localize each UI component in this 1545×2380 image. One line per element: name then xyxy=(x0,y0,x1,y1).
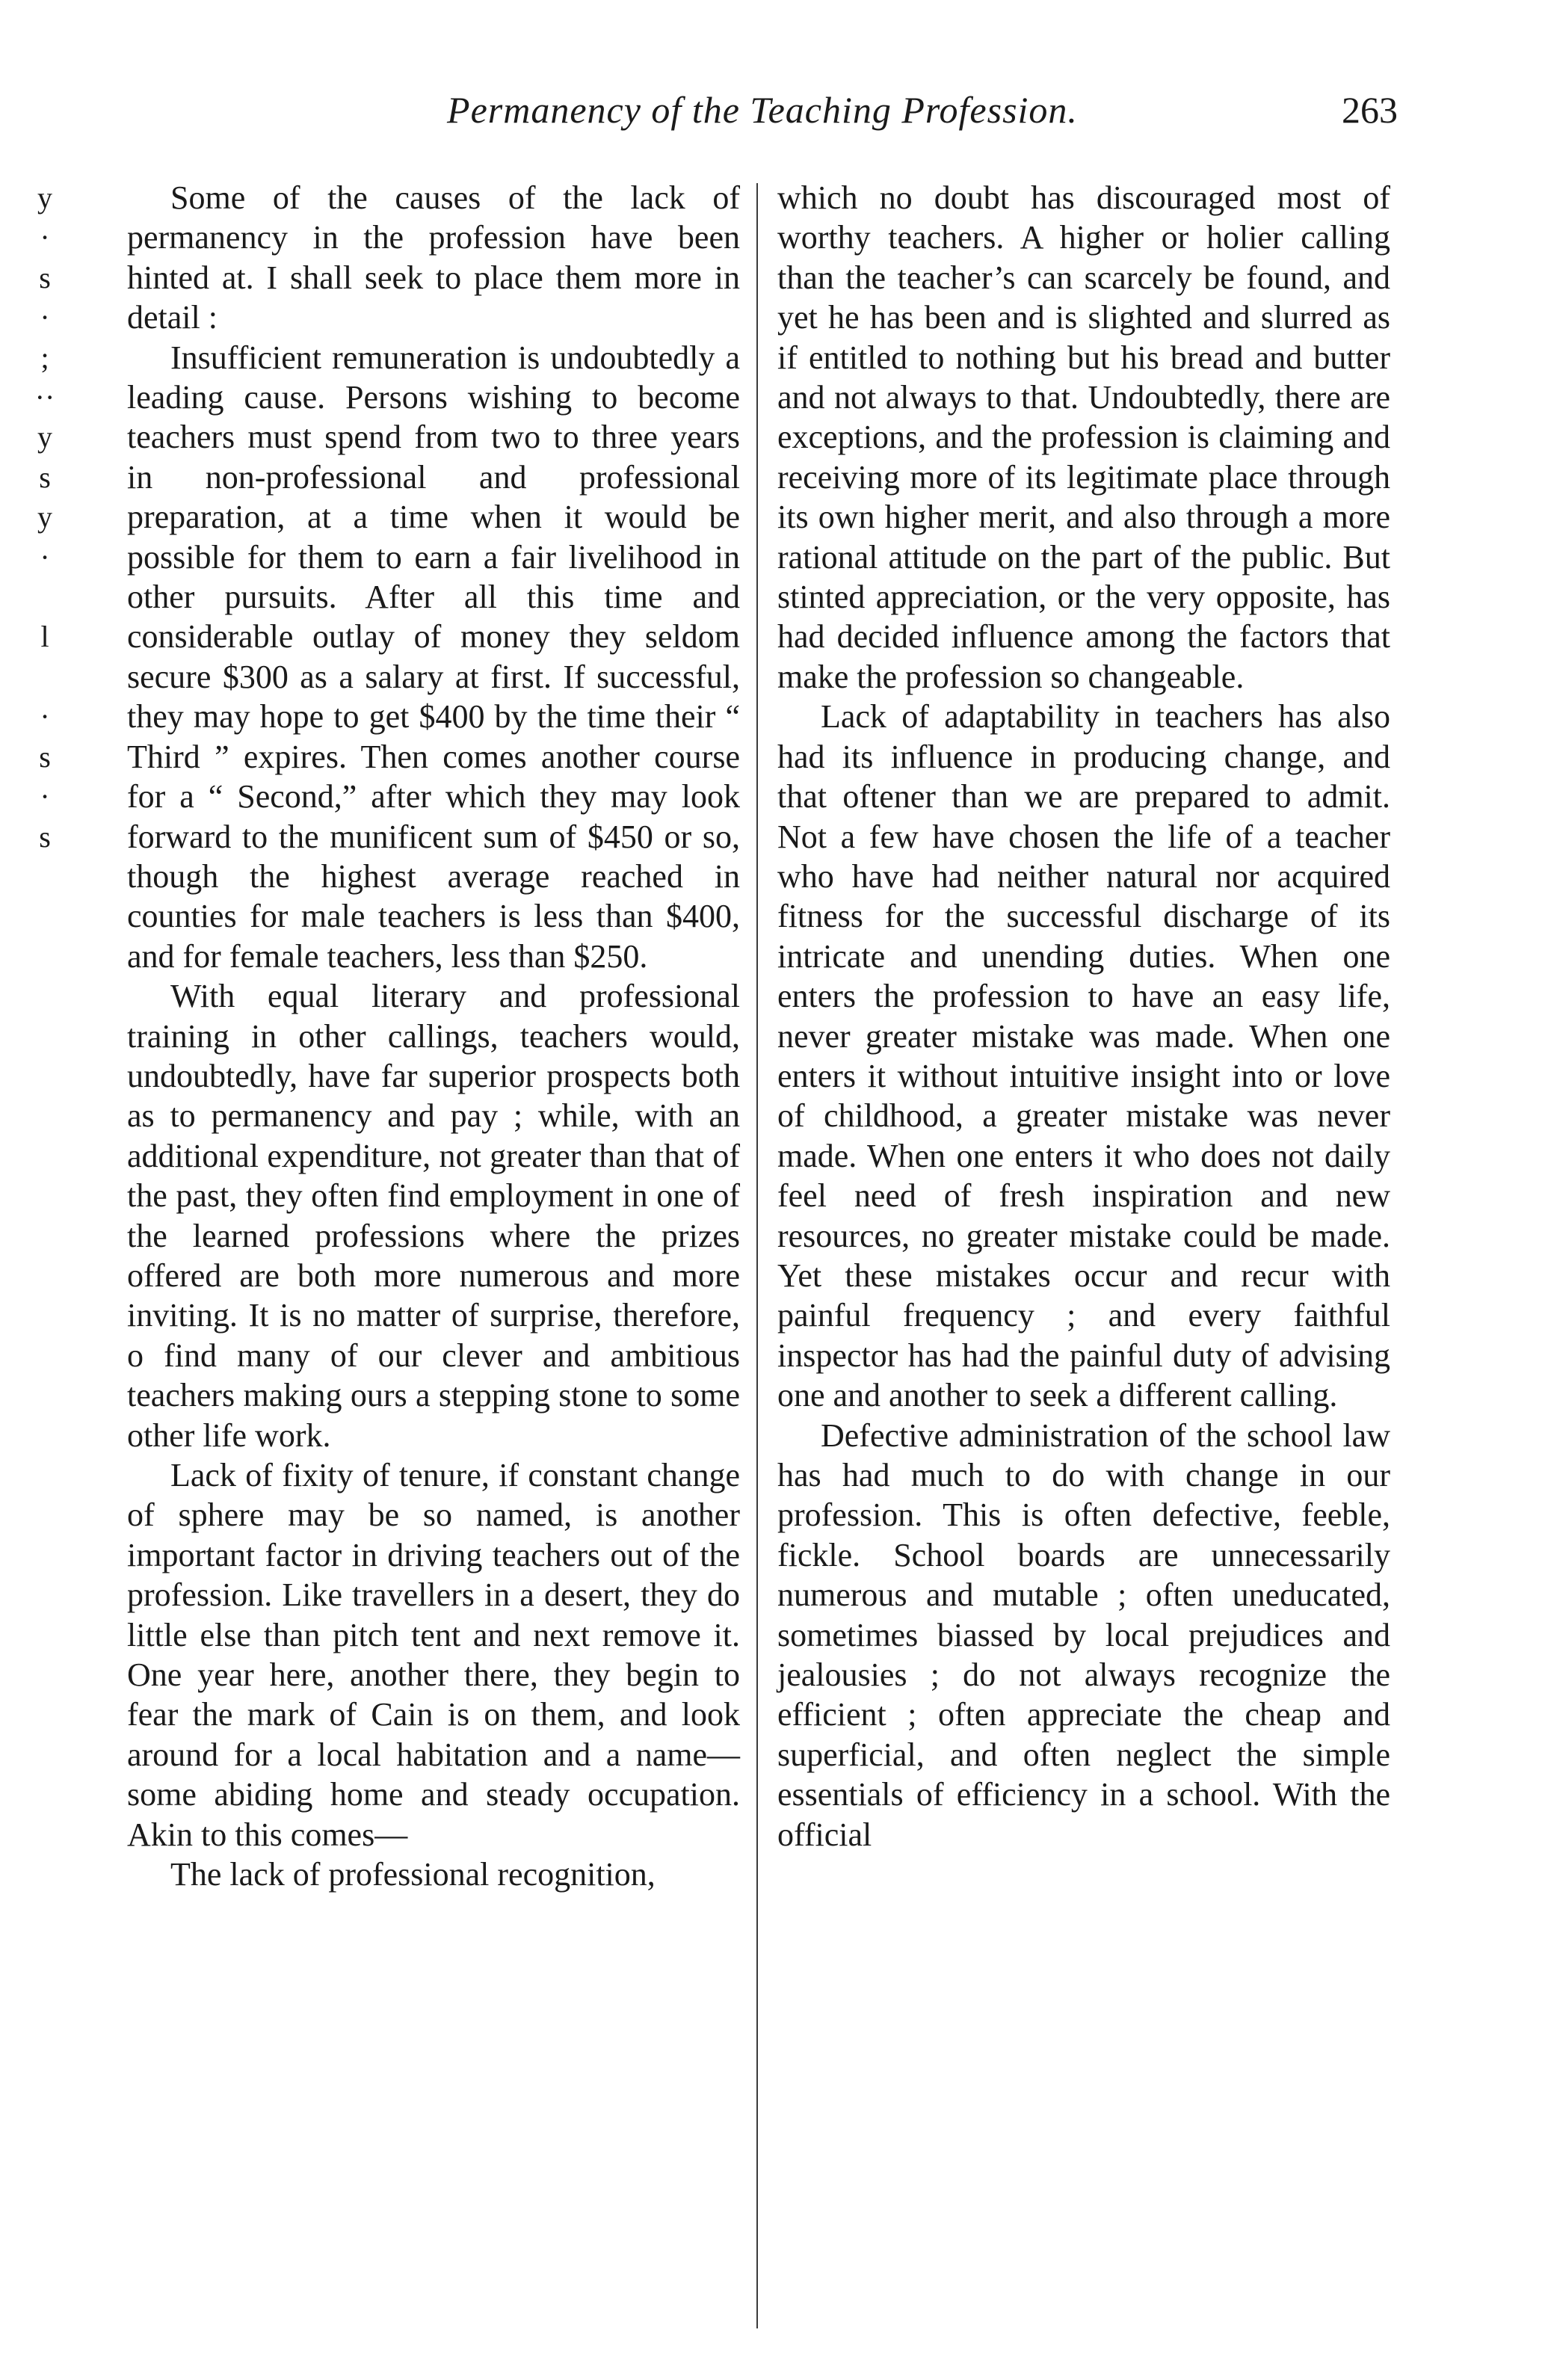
margin-mark: s xyxy=(39,460,51,494)
margin-mark: · xyxy=(40,221,50,255)
margin-mark: · xyxy=(40,300,50,335)
paragraph: Lack of adaptability in teachers has also had its influence in producing change, and that oftener than we are prepared to admit. Not a few have chosen the life of a teacher who have had neither natural nor acquired fitness for the successful discharge of its intricate and unending duties. When one enters the profession to have an easy life, never greater mistake was made. When one enters it without intuitive insight into or love of childhood, a greater mistake was never made. When one enters it who does not daily feel need of fresh inspiration and new resources, no greater mistake could be made. Yet these mistakes occur and recur with painful frequency ; and every faithful inspector has had the painful duty of advising one and another to seek a different calling. xyxy=(777,698,1390,1414)
margin-mark: · xyxy=(40,540,50,574)
running-head-title: Permanency of the Teaching Profession. xyxy=(447,89,1078,131)
left-column xyxy=(127,178,740,1894)
page-number: 263 xyxy=(1342,89,1398,131)
margin-mark: y xyxy=(37,181,52,215)
paragraph: With equal literary and professional training in other callings, teachers would, undoubtedly, have far superior prospects both as to permanency and pay ; while, with an additional expenditure, not greater than that of the past, they often find employment in one of the learned professions where the prizes offered are both more numerous and more inviting. It is no matter of surprise, therefore, o find many of our clever and ambitious teachers making ours a stepping stone to some other life work. xyxy=(127,978,740,1454)
margin-mark xyxy=(0,577,90,617)
margin-mark: ·· xyxy=(34,380,55,415)
paragraph: Lack of fixity of tenure, if constant change of sphere may be so named, is another important factor in driving teachers out of the profession. Like travellers in a desert, they do little else than pitch tent and next remove it. One year here, another there, they begin to fear the mark of Cain is on them, and look around for a local habitation and a name—some abiding home and steady occupation. Akin to this comes— xyxy=(127,1457,740,1853)
margin-mark: s xyxy=(39,260,51,295)
paragraph: Defective administration of the school law has had much to do with change in our profession. This is often defective, feeble, fickle. School boards are unnecessarily numerous and mutable ; often uneducated, sometimes biassed by local prejudices and jealousies ; do not always recognize the efficient ; often appreciate the cheap and superficial, and often neglect the simple essentials of efficiency in a school. With the official xyxy=(777,1416,1390,1853)
paragraph: Some of the causes of the lack of permanency in the profession have been hinted at. I shall seek to place them more in detail : xyxy=(127,179,740,336)
margin-mark: s xyxy=(39,739,51,774)
margin-mark xyxy=(0,657,90,697)
margin-mark: l xyxy=(40,620,49,654)
column-divider xyxy=(756,183,758,2328)
paragraph: which no doubt has discouraged most of worthy teachers. A higher or holier calling than the teacher’s can scarcely be found, and yet he has been and is slighted and slurred as if entitled to nothing but his bread and butter and not always to that. Undoubtedly, there are exceptions, and the profession is claiming and receiving more of its legitimate place through its own higher merit, and also through a more rational attitude on the part of the public. But stinted appreciation, or the very opposite, has had decided influence among the factors that make the profession so changeable. xyxy=(777,179,1390,695)
margin-mark: y xyxy=(37,420,52,454)
margin-marks xyxy=(0,178,90,857)
margin-mark: ; xyxy=(40,340,49,374)
margin-mark: · xyxy=(40,780,50,814)
right-column xyxy=(777,178,1390,1855)
paragraph: The lack of professional recognition, xyxy=(170,1856,656,1893)
margin-mark: · xyxy=(40,700,50,734)
margin-mark: s xyxy=(39,819,51,854)
paragraph: Insufficient remuneration is undoubtedly a leading cause. Persons wishing to become teachers must spend from two to three years in non-professional and professional preparation, at a time when it would be possible for them to earn a fair livelihood in other pursuits. After all this time and considerable outlay of money they seldom secure $300 as a salary at first. If successful, they may hope to get $400 by the time their “ Third ” expires. Then comes another course for a “ Second,” after which they may look forward to the munificent sum of $450 or so, though the highest average reached in counties for male teachers is less than $400, and for female teachers, less than $250. xyxy=(127,339,740,975)
margin-mark: y xyxy=(37,500,52,534)
